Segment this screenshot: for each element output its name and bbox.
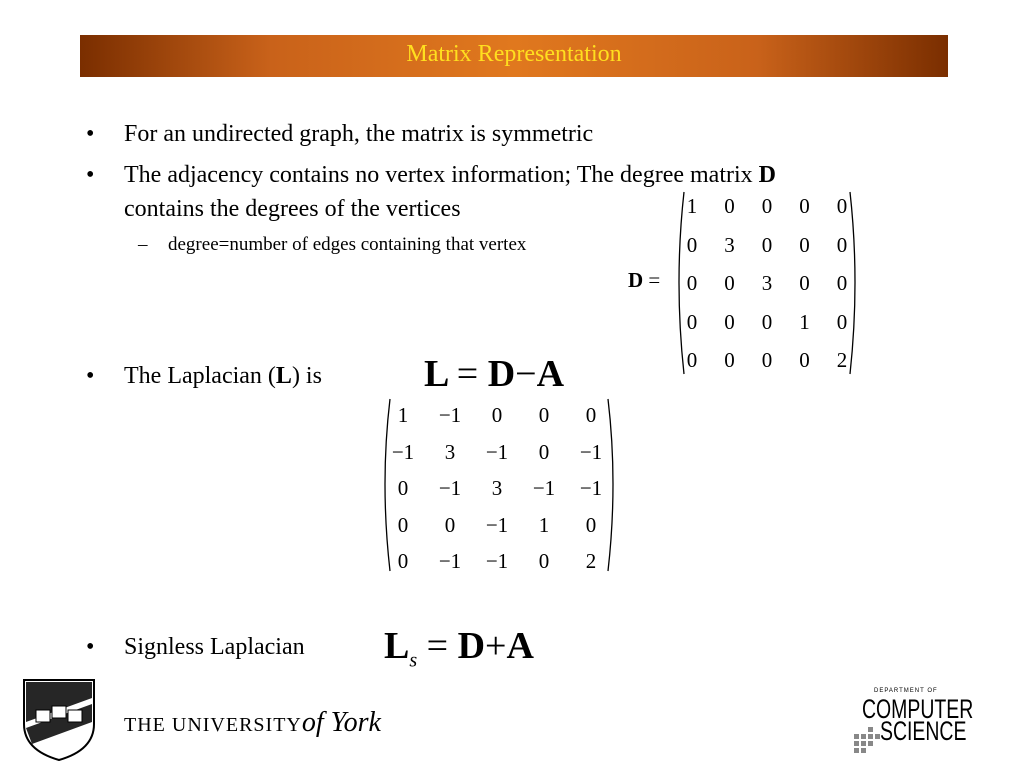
degree-label-d: D [628,268,644,292]
bullet-marker: • [86,363,95,389]
degree-matrix [672,188,862,378]
wordmark-prefix: THE UNIVERSITY [124,714,302,736]
matrix-cell: 3 [724,232,735,257]
matrix-cell: 0 [444,512,456,537]
matrix-cell: 0 [836,232,848,257]
degree-label-eq: = [648,268,661,292]
matrix-cell: 0 [538,439,550,464]
university-crest-logo [22,678,96,762]
matrix-cell: 2 [585,549,597,573]
matrix-cell: −1 [579,476,603,500]
eq-plus: + [485,625,507,667]
matrix-cell: 1 [538,512,550,537]
slide-title: Matrix Representation [406,41,622,67]
sub-bullet-marker: – [138,234,148,255]
bullet-marker: • [86,162,95,188]
matrix-cell: 0 [836,271,848,295]
matrix-cell: 0 [724,194,735,218]
matrix-cell: 0 [585,403,597,427]
eq-equals: = [426,625,449,667]
dept-label: DEPARTMENT OF [874,688,938,694]
matrix-cell: −1 [438,549,462,573]
matrix-cell: 0 [397,549,409,573]
matrix-cell: 0 [836,194,848,218]
bullet-marker: • [86,121,95,147]
matrix-cell: 0 [799,194,810,218]
matrix-cell: 0 [686,271,698,295]
matrix-cell: 0 [724,309,735,334]
bullet-symmetric: For an undirected graph, the matrix is symmetric [124,121,594,147]
title-bar [80,35,948,77]
bullet-signless: Signless Laplacian [124,634,305,660]
eq-lhs: L [384,625,410,667]
matrix-cell: −1 [438,476,462,500]
degree-matrix-label [628,268,660,293]
matrix-cell: −1 [532,476,556,500]
matrix-cell: 0 [724,271,735,295]
matrix-cell: 0 [686,232,698,257]
matrix-cell: −1 [391,439,415,464]
matrix-cell: 1 [799,309,810,334]
sub-bullet-degree-def: degree=number of edges containing that vertex [168,234,527,255]
laplacian-text-post: ) is [291,363,322,389]
eq-a: A [536,353,565,395]
bullet-degree-bold: D [758,162,776,188]
bullet-degree-text: The adjacency contains no vertex information; The degree matrix [124,162,753,188]
matrix-cell: 0 [397,476,409,500]
matrix-cell: 1 [686,194,698,218]
bullet-marker: • [86,634,95,660]
wordmark-york: of York [301,707,381,738]
laplacian-equation [424,352,564,396]
eq-d: D [457,625,486,667]
matrix-cell: 0 [799,348,810,372]
bullet-degree-line2: contains the degrees of the vertices [124,196,461,222]
matrix-cell: 0 [836,309,848,334]
laplacian-text-bold: L [275,363,292,389]
matrix-cell: 0 [686,309,698,334]
matrix-cell: 0 [761,309,773,334]
eq-d: D [487,353,516,395]
matrix-cell: −1 [579,439,603,464]
eq-minus: − [515,353,537,395]
bullet-laplacian [124,359,322,394]
matrix-cell: 0 [686,348,698,372]
matrix-cell: 0 [724,348,735,372]
matrix-cell: 2 [836,348,848,372]
matrix-cell: 0 [799,232,810,257]
laplacian-text-pre: The Laplacian ( [124,363,276,389]
matrix-cell: 0 [761,348,773,372]
matrix-cell: 0 [538,549,550,573]
eq-a: A [506,625,534,667]
dept-science: SCIENCE [880,716,967,746]
matrix-cell: 0 [761,194,773,218]
matrix-cell: 0 [761,232,773,257]
matrix-cell: 0 [397,512,409,537]
matrix-cell: 3 [444,439,456,464]
matrix-cell: 0 [799,271,810,295]
laplacian-matrix [378,395,620,575]
matrix-cell: 3 [491,476,503,500]
matrix-cell: 0 [585,512,597,537]
eq-subscript: s [409,649,418,672]
matrix-cell: −1 [438,403,462,427]
matrix-cell: 1 [397,403,409,427]
matrix-cell: 0 [538,403,550,427]
signless-equation [384,624,534,673]
dept-computer: COMPUTER [862,694,974,724]
matrix-cell: 0 [491,403,503,427]
eq-equals: = [456,353,479,395]
matrix-cell: −1 [485,512,509,537]
matrix-cell: 3 [761,271,773,295]
university-wordmark [124,707,381,739]
matrix-cell: −1 [485,549,509,573]
eq-lhs: L [424,353,448,395]
matrix-cell: −1 [485,439,509,464]
